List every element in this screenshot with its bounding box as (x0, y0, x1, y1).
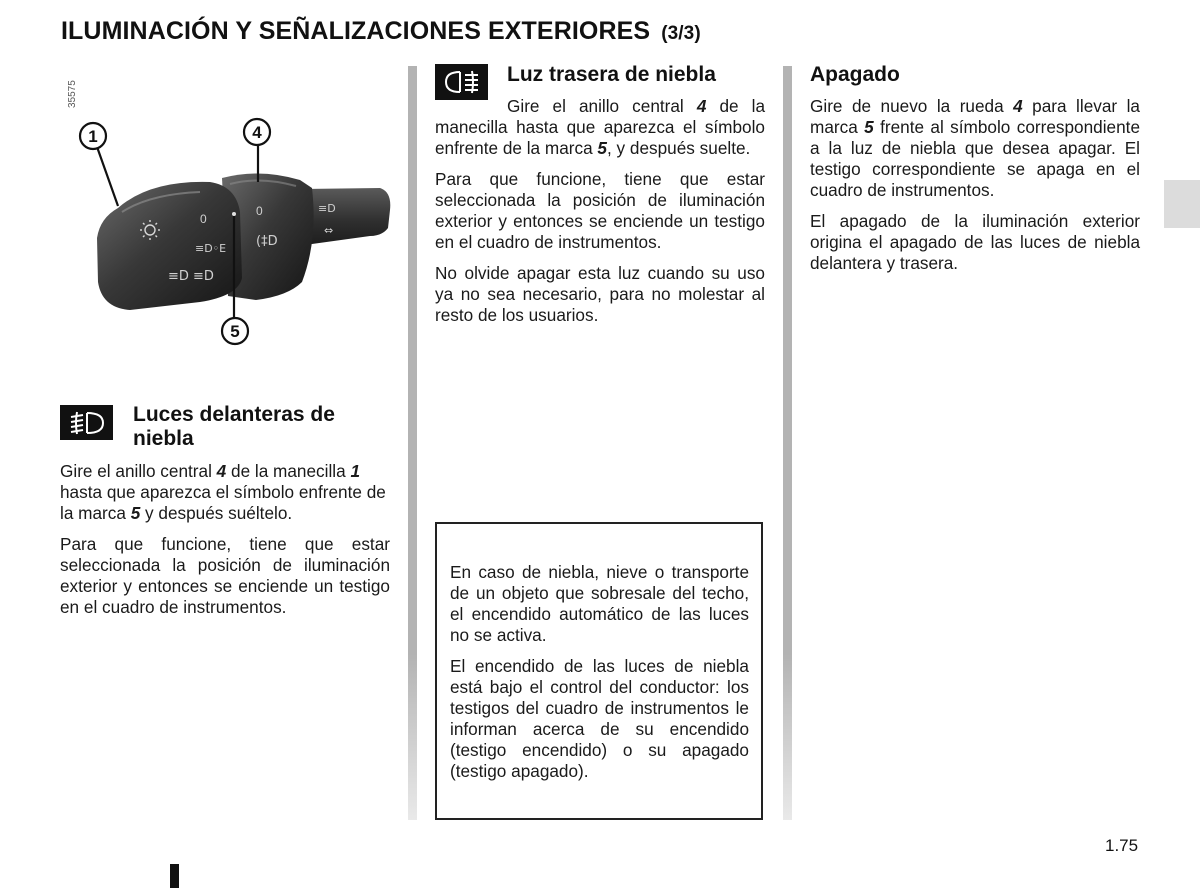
off-paragraph-2: El apagado de la iluminación exterior origina el apagado de las luces de niebla delantera y trasera. (810, 211, 1140, 273)
callout-5: 5 (230, 322, 240, 341)
ref-4: 4 (696, 96, 707, 116)
column-rule-left (408, 66, 417, 820)
note-box (435, 522, 763, 820)
crop-mark (170, 864, 179, 888)
rear-fog-paragraph-1: Gire el anillo central 4 de la manecilla hasta que aparezca el símbolo enfrente de la marca 5, y después suelte. (435, 96, 766, 158)
page-title-text: ILUMINACIÓN Y SEÑALIZACIONES EXTERIORES (61, 17, 651, 45)
svg-text:≡D: ≡D (318, 202, 336, 215)
front-fog-body (60, 461, 390, 628)
page-number: 1.75 (1105, 836, 1139, 855)
chapter-thumb-tab (1164, 180, 1200, 228)
callout-1: 1 (88, 127, 98, 146)
ref-1: 1 (350, 461, 360, 481)
svg-text:≡D◦E: ≡D◦E (195, 242, 227, 255)
svg-text:≡D ≡D: ≡D ≡D (168, 269, 214, 284)
ref-4: 4 (1013, 96, 1023, 116)
svg-text:⇔: ⇔ (324, 224, 334, 237)
svg-text:0: 0 (256, 204, 263, 218)
svg-text:(‡D: (‡D (256, 234, 278, 249)
off-title: Apagado (810, 63, 900, 86)
rear-fog-paragraph-2: Para que funcione, tiene que estar seleccionada la posición de iluminación exterior y entonces se enciende un testigo en el cuadro de instrumentos. (435, 169, 765, 252)
front-fog-title (133, 403, 393, 451)
figure-code: 35575 (67, 80, 78, 108)
ref-5: 5 (864, 117, 874, 137)
ref-5: 5 (597, 138, 607, 158)
svg-text:0: 0 (200, 212, 207, 226)
front-fog-paragraph-2: Para que funcione, tiene que estar seleccionada la posición de iluminación exterior y entonces se enciende un testigo en el cuadro de instrumentos. (60, 534, 390, 617)
off-body (810, 96, 1140, 284)
column-rule-right (783, 66, 792, 820)
stalk-illustration (50, 60, 400, 360)
rear-fog-body (435, 96, 765, 336)
rear-fog-lamp-icon (435, 64, 488, 100)
front-fog-title-line2: niebla (133, 427, 194, 450)
note-box-content (450, 562, 749, 792)
front-fog-title-line1: Luces delanteras de (133, 403, 335, 426)
rear-fog-title: Luz trasera de niebla (507, 63, 716, 86)
off-paragraph-1: Gire de nuevo la rueda 4 para llevar la marca 5 frente al símbolo correspondiente a la luz de niebla que desea apagar. El testigo correspondiente se apaga en el cuadro de instrumentos. (810, 96, 1140, 200)
front-fog-lamp-icon (60, 405, 113, 440)
page-title (61, 17, 701, 46)
note-paragraph-1: En caso de niebla, nieve o transporte de un objeto que sobresale del techo, el encendido automático de las luces no se activa. (450, 562, 749, 645)
page-title-part: (3/3) (661, 23, 701, 44)
rear-fog-paragraph-3: No olvide apagar esta luz cuando su uso ya no sea necesario, para no molestar al resto de los usuarios. (435, 263, 765, 325)
ref-4: 4 (216, 461, 227, 481)
lighting-stalk-figure (50, 60, 400, 360)
front-fog-paragraph-1: Gire el anillo central 4 de la manecilla 1 hasta que aparezca el símbolo enfrente de la marca 5 y después suéltelo. (60, 461, 386, 523)
callout-4: 4 (252, 123, 262, 142)
ref-5: 5 (130, 503, 141, 523)
note-paragraph-2: El encendido de las luces de niebla está bajo el control del conductor: los testigos del cuadro de instrumentos le informan acerca de su encendido (testigo encendido) o su apagado (testigo apagado). (450, 656, 749, 781)
